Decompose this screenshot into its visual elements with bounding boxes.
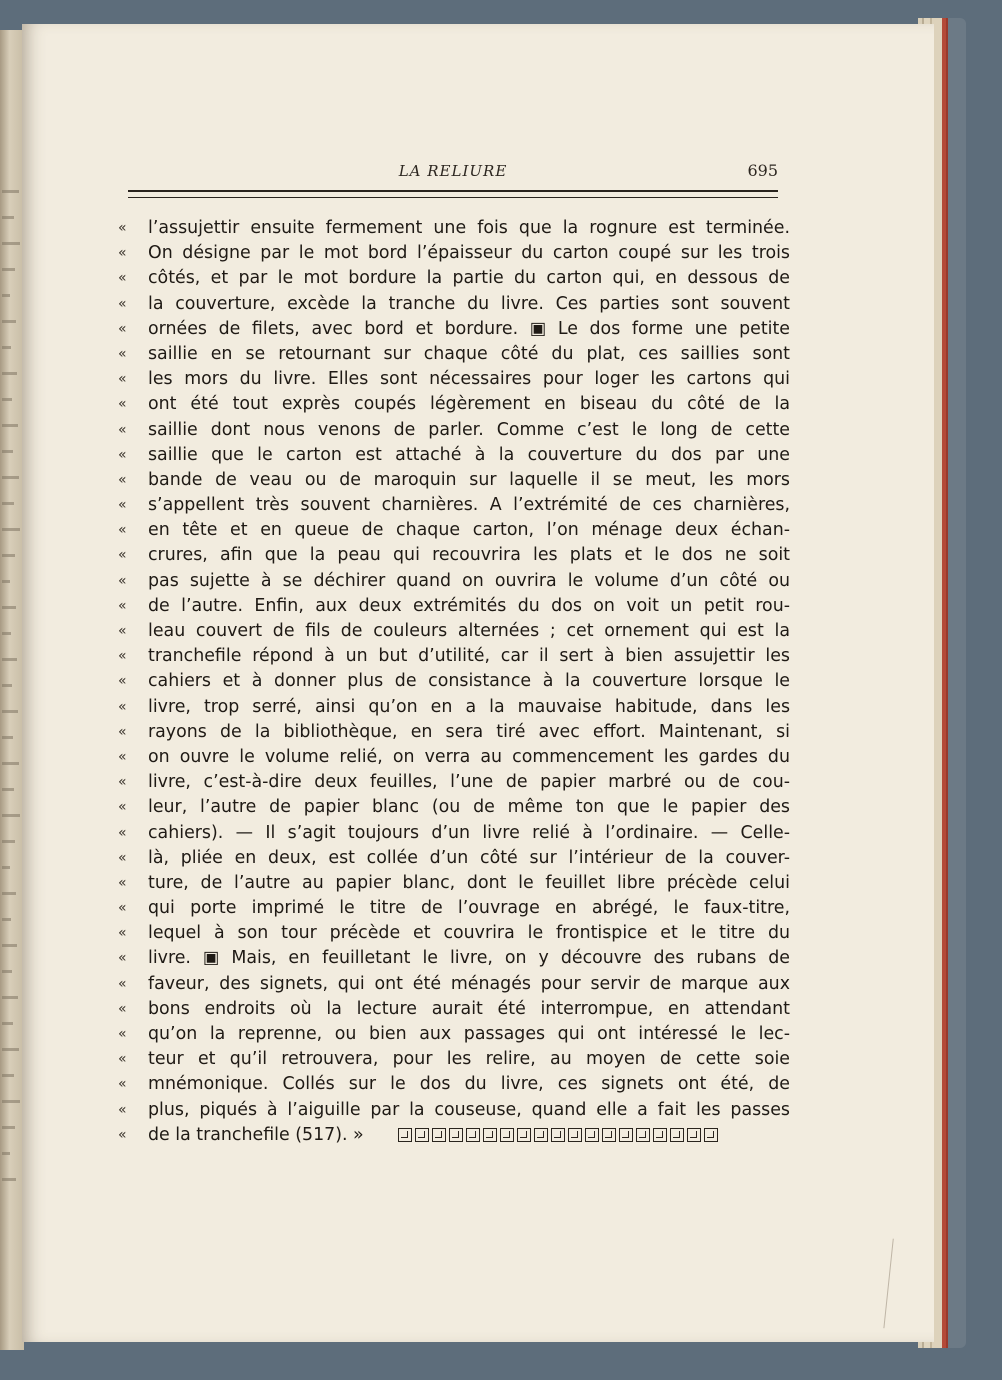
- facing-page-mark: [2, 1048, 19, 1051]
- quote-mark: «: [118, 874, 127, 891]
- line-text: saillie dont nous venons de parler. Comme c’est le long de cette: [148, 419, 790, 440]
- quote-mark: «: [118, 698, 127, 715]
- text-line: [118, 543, 790, 568]
- quote-mark: «: [118, 572, 127, 589]
- quote-mark: «: [118, 597, 127, 614]
- facing-page-mark: [2, 398, 12, 401]
- line-text: bande de veau ou de maroquin sur laquelle il se meut, les mors: [148, 469, 790, 490]
- quote-mark: «: [118, 950, 127, 967]
- line-text: saillie en se retournant sur chaque côté du plat, ces saillies sont: [148, 343, 790, 364]
- ornament-icon: [398, 1128, 412, 1142]
- line-text: l’assujettir ensuite fermement une fois que la rognure est terminée.: [148, 218, 790, 238]
- quote-mark: «: [118, 925, 127, 942]
- text-line: [118, 342, 790, 367]
- text-line: [118, 720, 790, 745]
- facing-page-mark: [2, 476, 19, 479]
- text-line: [118, 569, 790, 594]
- line-text: côtés, et par le mot bordure la partie du carton qui, en dessous de: [148, 268, 790, 289]
- text-line: [118, 594, 790, 619]
- line-text: crures, afin que la peau qui recouvrira les plats et le dos ne soit: [148, 545, 790, 566]
- text-line: [118, 972, 790, 997]
- quote-mark: «: [118, 1000, 127, 1017]
- text-line: [118, 493, 790, 518]
- text-line: [118, 821, 790, 846]
- line-text: livre, c’est-à-dire deux feuilles, l’une de papier marbré ou de cou-: [148, 772, 790, 793]
- line-text: s’appellent très souvent charnières. A l’extrémité de ces charnières,: [148, 495, 790, 516]
- quote-mark: «: [118, 295, 127, 312]
- text-line: [118, 266, 790, 291]
- quote-mark: «: [118, 673, 127, 690]
- text-line: [118, 745, 790, 770]
- line-text: ont été tout exprès coupés légèrement en biseau du côté de la: [148, 394, 790, 415]
- ornament-icon: [636, 1128, 650, 1142]
- ornament-icon: [653, 1128, 667, 1142]
- text-line: [118, 518, 790, 543]
- facing-page-mark: [2, 788, 14, 791]
- quote-mark: «: [118, 245, 127, 262]
- page-number: 695: [747, 161, 778, 180]
- text-line: [118, 644, 790, 669]
- quote-mark: «: [118, 748, 127, 765]
- line-text: teur et qu’il retrouvera, pour les relire, au moyen de cette soie: [148, 1049, 790, 1070]
- quote-mark: «: [118, 421, 127, 438]
- facing-page-mark: [2, 1126, 15, 1129]
- line-text: leur, l’autre de papier blanc (ou de même ton que le papier des: [148, 797, 790, 818]
- facing-page-mark: [2, 762, 19, 765]
- text-line: [118, 1098, 790, 1123]
- ornament-icon: [466, 1128, 480, 1142]
- text-line: [118, 418, 790, 443]
- facing-page-mark: [2, 294, 10, 297]
- facing-page-mark: [2, 944, 17, 947]
- quote-mark: «: [118, 471, 127, 488]
- text-line: [118, 1047, 790, 1072]
- text-line: [118, 846, 790, 871]
- quote-mark: «: [118, 900, 127, 917]
- line-text: cahiers). — Il s’agit toujours d’un livre relié à l’ordinaire. — Celle-: [148, 822, 790, 843]
- line-text: tranchefile répond à un but d’utilité, car il sert à bien assujettir les: [148, 646, 790, 667]
- ornament-icon: [602, 1128, 616, 1142]
- text-line: [118, 216, 790, 241]
- ornament-icon: [619, 1128, 633, 1142]
- ornament-icon: [483, 1128, 497, 1142]
- text-line: [118, 317, 790, 342]
- ornament-icon: [415, 1128, 429, 1142]
- ornament-icon: [585, 1128, 599, 1142]
- line-text: rayons de la bibliothèque, en sera tiré avec effort. Maintenant, si: [148, 721, 790, 742]
- quote-mark: «: [118, 1051, 127, 1068]
- line-text: saillie que le carton est attaché à la couverture du dos par une: [148, 444, 790, 465]
- quote-mark: «: [118, 270, 127, 287]
- header-rule: [128, 190, 778, 198]
- ornament-icon: [551, 1128, 565, 1142]
- facing-page-mark: [2, 424, 18, 427]
- quote-mark: «: [118, 1076, 127, 1093]
- text-line: [118, 871, 790, 896]
- quote-mark: «: [118, 220, 127, 236]
- text-line: [118, 669, 790, 694]
- line-text: de la tranchefile (517). »: [148, 1124, 364, 1145]
- quote-mark: «: [118, 547, 127, 564]
- line-text: qui porte imprimé le titre de l’ouvrage en abrégé, le faux-titre,: [148, 898, 790, 919]
- facing-page-mark: [2, 1178, 16, 1181]
- line-text: ture, de l’autre au papier blanc, dont le feuillet libre précède celui: [148, 872, 790, 893]
- quote-mark: «: [118, 371, 127, 388]
- text-line: [118, 443, 790, 468]
- text-line: [118, 795, 790, 820]
- text-line: [118, 468, 790, 493]
- facing-page-mark: [2, 606, 16, 609]
- ornament-row: [398, 1128, 718, 1146]
- quote-mark: «: [118, 320, 127, 337]
- line-text: là, pliée en deux, est collée d’un côté sur l’intérieur de la couver-: [148, 847, 790, 868]
- facing-page-mark: [2, 710, 18, 713]
- line-text: en tête et en queue de chaque carton, l’on ménage deux échan-: [148, 520, 790, 541]
- quote-mark: «: [118, 975, 127, 992]
- facing-page-mark: [2, 918, 11, 921]
- line-text: mnémonique. Collés sur le dos du livre, ces signets ont été, de: [148, 1074, 790, 1095]
- ornament-icon: [517, 1128, 531, 1142]
- facing-page-mark: [2, 554, 15, 557]
- line-text: plus, piqués à l’aiguille par la couseuse, quand elle a fait les passes: [148, 1099, 790, 1120]
- facing-page-mark: [2, 970, 12, 973]
- ornament-icon: [449, 1128, 463, 1142]
- facing-page-mark: [2, 502, 14, 505]
- line-text: On désigne par le mot bord l’épaisseur du carton coupé sur les trois: [148, 243, 790, 264]
- line-text: livre. ▣ Mais, en feuilletant le livre, on y découvre des rubans de: [148, 948, 790, 969]
- facing-page-mark: [2, 242, 20, 245]
- text-line: [118, 921, 790, 946]
- facing-page-mark: [2, 866, 10, 869]
- line-text: la couverture, excède la tranche du livre. Ces parties sont souvent: [148, 293, 790, 314]
- text-line: [118, 695, 790, 720]
- line-text: ornées de filets, avec bord et bordure. ▣ Le dos forme une petite: [148, 318, 790, 339]
- facing-page-mark: [2, 1074, 14, 1077]
- quote-mark: «: [118, 849, 127, 866]
- facing-page-mark: [2, 814, 20, 817]
- facing-page-mark: [2, 684, 12, 687]
- facing-page-mark: [2, 528, 20, 531]
- text-line: [118, 1072, 790, 1097]
- facing-page-mark: [2, 1152, 10, 1155]
- text-line: [118, 392, 790, 417]
- facing-page-mark: [2, 996, 18, 999]
- facing-page-mark: [2, 892, 16, 895]
- text-line: [118, 997, 790, 1022]
- quote-mark: «: [118, 345, 127, 362]
- text-line: [118, 367, 790, 392]
- line-text: on ouvre le volume relié, on verra au commencement les gardes du: [148, 746, 790, 767]
- body-text: [118, 216, 790, 1148]
- line-text: pas sujette à se déchirer quand on ouvrira le volume d’un côté ou: [148, 570, 790, 591]
- text-line: [118, 946, 790, 971]
- facing-page-mark: [2, 190, 19, 193]
- quote-mark: «: [118, 623, 127, 639]
- facing-page-mark: [2, 1022, 13, 1025]
- quote-mark: «: [118, 1101, 127, 1118]
- text-line: [118, 1022, 790, 1047]
- line-text: lequel à son tour précède et couvrira le frontispice et le titre du: [148, 923, 790, 944]
- facing-page-mark: [2, 216, 14, 219]
- ornament-icon: [687, 1128, 701, 1142]
- quote-mark: «: [118, 522, 127, 539]
- text-line: [118, 292, 790, 317]
- facing-page-mark: [2, 840, 15, 843]
- facing-page-mark: [2, 450, 13, 453]
- running-title: LA RELIURE: [398, 162, 508, 180]
- line-text: bons endroits où la lecture aurait été interrompue, en attendant: [148, 998, 790, 1019]
- ornament-icon: [704, 1128, 718, 1142]
- facing-page-mark: [2, 736, 13, 739]
- running-head: [128, 158, 778, 188]
- text-line: [118, 770, 790, 795]
- quote-mark: «: [118, 774, 127, 791]
- ornament-icon: [670, 1128, 684, 1142]
- quote-mark: «: [118, 446, 127, 463]
- facing-page-mark: [2, 658, 17, 661]
- facing-page-mark: [2, 632, 11, 635]
- text-line: [118, 896, 790, 921]
- ornament-icon: [534, 1128, 548, 1142]
- quote-mark: «: [118, 723, 127, 740]
- quote-mark: «: [118, 799, 127, 816]
- line-text: les mors du livre. Elles sont nécessaires pour loger les cartons qui: [148, 369, 790, 390]
- line-text: leau couvert de fils de couleurs alternées ; cet ornement qui est la: [148, 621, 790, 641]
- line-text: faveur, des signets, qui ont été ménagés pour servir de marque aux: [148, 973, 790, 994]
- quote-mark: «: [118, 824, 127, 841]
- quote-mark: «: [118, 1026, 127, 1042]
- ornament-icon: [432, 1128, 446, 1142]
- facing-page-mark: [2, 1100, 20, 1103]
- line-text: livre, trop serré, ainsi qu’on en a la mauvaise habitude, dans les: [148, 696, 790, 717]
- facing-page-mark: [2, 372, 17, 375]
- text-line: [118, 241, 790, 266]
- quote-mark: «: [118, 497, 127, 514]
- quote-mark: «: [118, 396, 127, 413]
- line-text: cahiers et à donner plus de consistance à la couverture lorsque le: [148, 671, 790, 692]
- line-text: de l’autre. Enfin, aux deux extrémités du dos on voit un petit rou-: [148, 595, 790, 616]
- facing-page-mark: [2, 580, 10, 583]
- ornament-icon: [568, 1128, 582, 1142]
- ornament-icon: [500, 1128, 514, 1142]
- line-text: qu’on la reprenne, ou bien aux passages qui ont intéressé le lec-: [148, 1024, 790, 1044]
- facing-page-edge: [0, 30, 24, 1350]
- text-line: [118, 619, 790, 644]
- quote-mark: «: [118, 648, 127, 665]
- facing-page-mark: [2, 346, 11, 349]
- facing-page-mark: [2, 268, 15, 271]
- quote-mark: «: [118, 1126, 127, 1143]
- facing-page-mark: [2, 320, 16, 323]
